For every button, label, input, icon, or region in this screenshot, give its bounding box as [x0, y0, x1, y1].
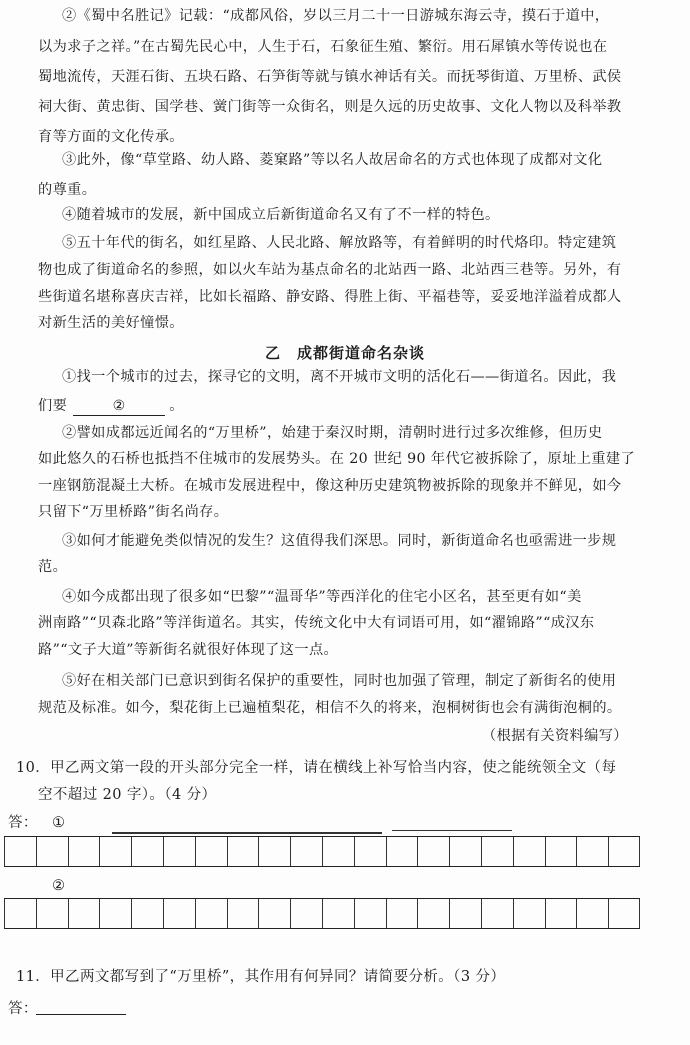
- passage-jia-line: 的尊重。: [38, 182, 97, 198]
- grid-cell[interactable]: [386, 837, 418, 866]
- grid-cell[interactable]: [481, 899, 513, 928]
- answer-scribble: [392, 830, 512, 831]
- grid-cell[interactable]: [386, 899, 418, 928]
- passage-jia-line: 物也成了街道命名的参照，如以火车站为基点命名的北站西一路、北站西三巷等。另外，有: [38, 262, 622, 278]
- passage-yi-period: 。: [169, 398, 184, 414]
- grid-cell[interactable]: [576, 899, 608, 928]
- passage-yi-line: 如此悠久的石桥也抵挡不住城市的发展势头。在 20 世纪 90 年代它被拆除了，原址上重建了: [38, 451, 636, 467]
- grid-cell[interactable]: [354, 899, 386, 928]
- grid-cell[interactable]: [99, 899, 131, 928]
- grid-cell[interactable]: [449, 899, 481, 928]
- grid-cell[interactable]: [195, 899, 227, 928]
- passage-yi-fill-line: [38, 396, 184, 416]
- grid-cell[interactable]: [481, 837, 513, 866]
- grid-cell[interactable]: [4, 837, 36, 866]
- passage-jia-line: 祠大街、黄忠街、国学巷、黉门街等一众街名，则是久远的历史故事、文化人物以及科举教: [38, 99, 622, 115]
- grid-cell[interactable]: [131, 837, 163, 866]
- answer-label: 答：: [8, 815, 38, 831]
- grid-cell[interactable]: [608, 899, 640, 928]
- grid-cell[interactable]: [290, 899, 322, 928]
- grid-cell[interactable]: [576, 837, 608, 866]
- answer-label: 答：: [8, 1001, 38, 1017]
- grid-cell[interactable]: [513, 837, 545, 866]
- passage-yi-line: 只留下“万里桥路”街名尚存。: [38, 504, 229, 520]
- grid-cell[interactable]: [36, 837, 68, 866]
- grid-cell[interactable]: [227, 899, 259, 928]
- passage-jia-line: 以为求子之祥。”在古蜀先民心中，人生于石，石象征生殖、繁衍。用石犀镇水等传说也在: [38, 39, 608, 55]
- grid-cell[interactable]: [227, 837, 259, 866]
- grid-cell[interactable]: [545, 899, 577, 928]
- passage-yi-line: ③如何才能避免类似情况的发生？这值得我们深思。同时，新街道命名也亟需进一步规: [62, 533, 617, 549]
- grid-cell[interactable]: [99, 837, 131, 866]
- passage-yi-line: 洲南路”“贝森北路”等洋街道名。其实，传统文化中大有词语可用，如“濯锦路”“成汉东: [38, 615, 595, 631]
- grid-cell[interactable]: [131, 899, 163, 928]
- passage-yi-prefix: 们要: [38, 398, 68, 414]
- grid-cell[interactable]: [608, 837, 640, 866]
- grid-cell[interactable]: [322, 899, 354, 928]
- grid-cell[interactable]: [68, 837, 100, 866]
- blank-1-marker: ①: [52, 815, 66, 831]
- grid-cell[interactable]: [163, 899, 195, 928]
- grid-cell[interactable]: [258, 837, 290, 866]
- passage-yi-line: ①找一个城市的过去，探寻它的文明，离不开城市文明的活化石——街道名。因此，我: [62, 369, 617, 385]
- passage-jia-line: 蜀地流传，天涯石街、五块石路、石笋街等就与镇水神话有关。而抚琴街道、万里桥、武侯: [38, 69, 622, 85]
- passage-jia-line: 对新生活的美好憧憬。: [38, 315, 184, 331]
- grid-cell[interactable]: [545, 837, 577, 866]
- passage-jia-line: ⑤五十年代的街名，如红星路、人民北路、解放路等，有着鲜明的时代烙印。特定建筑: [62, 235, 617, 251]
- answer-line[interactable]: [36, 1014, 126, 1015]
- grid-cell[interactable]: [68, 899, 100, 928]
- answer-grid-2[interactable]: [4, 898, 640, 929]
- passage-jia-line: ③此外，像“草堂路、幼人路、菱窠路”等以名人故居命名的方式也体现了成都对文化: [62, 152, 603, 168]
- grid-cell[interactable]: [417, 837, 449, 866]
- passage-jia-line: ④随着城市的发展，新中国成立后新街道命名又有了不一样的特色。: [62, 207, 500, 223]
- passage-yi-line: 路”“文子大道”等新街名就很好体现了这一点。: [38, 642, 339, 658]
- answer-grid-1[interactable]: [4, 836, 640, 867]
- source-note: （根据有关资料编写）: [482, 728, 628, 744]
- passage-jia-line: ②《蜀中名胜记》记载：“成都风俗，岁以三月二十一日游城东海云寺，摸石于道中，: [62, 8, 610, 24]
- passage-yi-title: 乙 成都街道命名杂谈: [264, 344, 425, 362]
- grid-cell[interactable]: [163, 837, 195, 866]
- grid-cell[interactable]: [354, 837, 386, 866]
- passage-yi-line: 规范及标准。如今，梨花街上已遍植梨花，相信不久的将来，泡桐树街也会有满街泡桐的。: [38, 700, 622, 716]
- passage-yi-line: 范。: [38, 559, 68, 575]
- grid-cell[interactable]: [322, 837, 354, 866]
- question-10-text: 空不超过 20 字）。（4 分）: [38, 787, 217, 803]
- inline-answer-blank[interactable]: ②: [73, 397, 165, 416]
- grid-cell[interactable]: [513, 899, 545, 928]
- passage-jia-line: 些街道名堪称喜庆吉祥，比如长福路、静安路、得胜上街、平福巷等，妥妥地洋溢着成都人: [38, 289, 622, 305]
- grid-cell[interactable]: [290, 837, 322, 866]
- passage-yi-line: ④如今成都出现了很多如“巴黎”“温哥华”等西洋化的住宅小区名，甚至更有如“美: [62, 589, 582, 605]
- answer-scribble: [112, 832, 382, 834]
- question-10-text: 10．甲乙两文第一段的开头部分完全一样，请在横线上补写恰当内容，使之能统领全文（每: [16, 760, 617, 776]
- question-11-text: 11．甲乙两文都写到了“万里桥”，其作用有何异同？请简要分析。（3 分）: [16, 969, 506, 985]
- passage-yi-line: ②譬如成都远近闻名的“万里桥”，始建于秦汉时期，清朝时进行过多次维修，但历史: [62, 425, 603, 441]
- passage-yi-line: 一座钢筋混凝土大桥。在城市发展进程中，像这种历史建筑物被拆除的现象并不鲜见，如今: [38, 478, 622, 494]
- grid-cell[interactable]: [258, 899, 290, 928]
- blank-2-marker: ②: [52, 878, 66, 894]
- grid-cell[interactable]: [417, 899, 449, 928]
- passage-yi-line: ⑤好在相关部门已意识到街名保护的重要性，同时也加强了管理，制定了新街名的使用: [62, 673, 617, 689]
- grid-cell[interactable]: [36, 899, 68, 928]
- grid-cell[interactable]: [4, 899, 36, 928]
- grid-cell[interactable]: [449, 837, 481, 866]
- passage-jia-line: 育等方面的文化传承。: [38, 129, 184, 145]
- grid-cell[interactable]: [195, 837, 227, 866]
